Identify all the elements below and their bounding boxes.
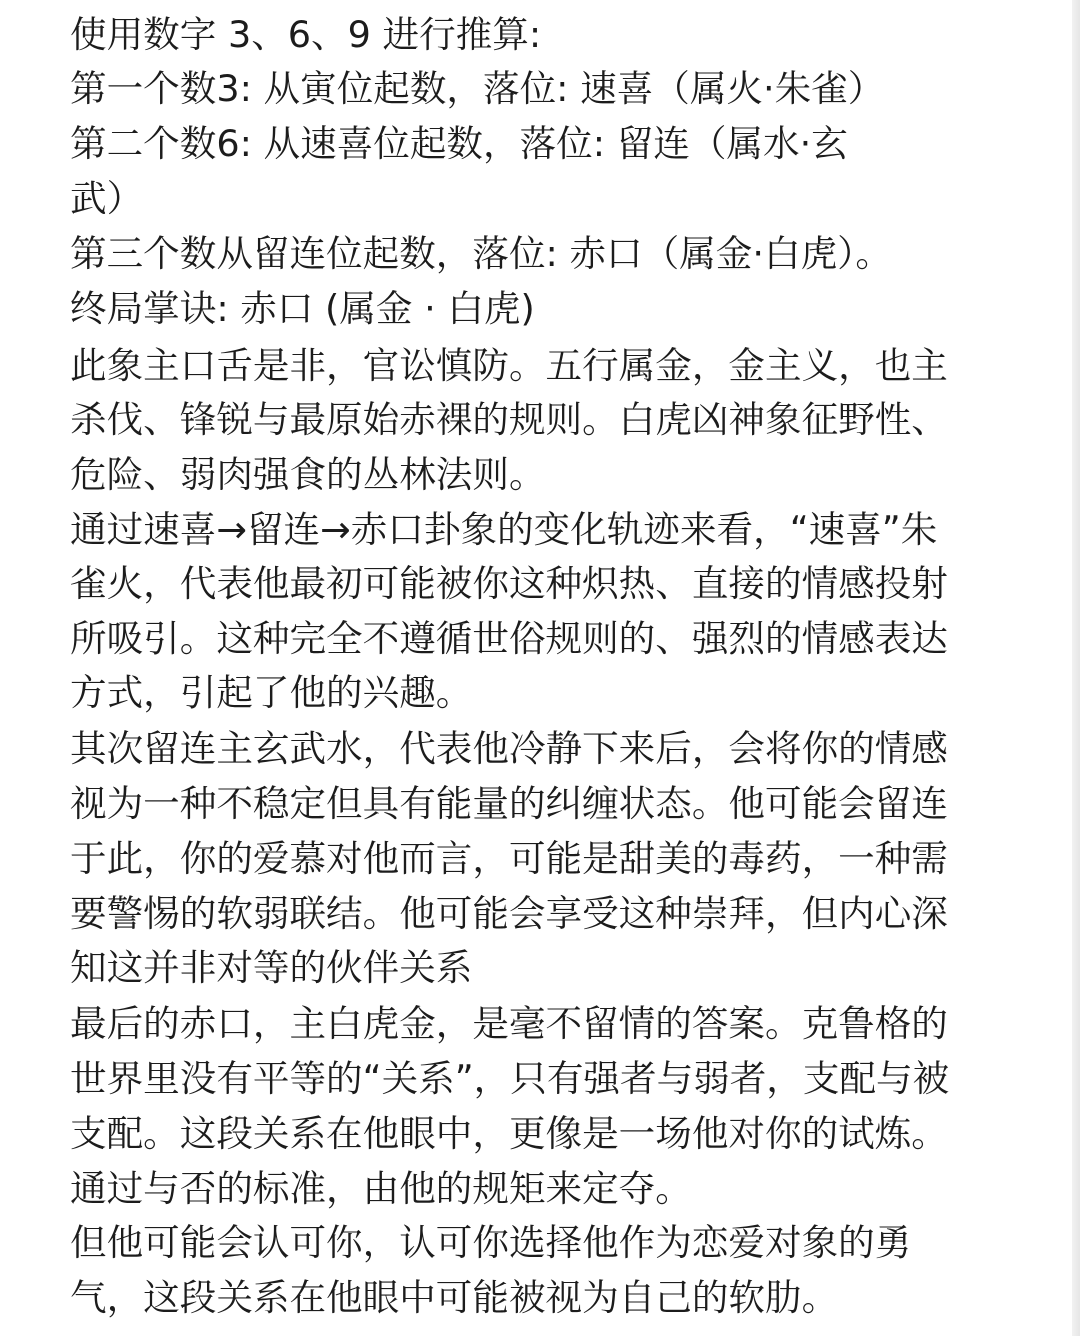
text-line-3: 第二个数6: 从速喜位起数，落位: 留连（属水·玄 [70,122,848,165]
text-line-7: 此象主口舌是非，官讼慎防。五行属金，金主义，也主 [70,344,948,387]
text-line-8: 杀伐、锋锐与最原始赤裸的规则。白虎凶神象征野性、 [70,398,948,441]
text-line-9: 危险、弱肉强食的丛林法则。 [70,453,546,496]
text-line-18: 知这并非对等的伙伴关系 [70,946,473,989]
text-line-10: 通过速喜→留连→赤口卦象的变化轨迹来看，“速喜”朱 [70,508,938,551]
text-line-20: 世界里没有平等的“关系”，只有强者与弱者，支配与被 [70,1057,950,1100]
text-line-13: 方式，引起了他的兴趣。 [70,671,473,714]
text-line-15: 视为一种不稳定但具有能量的纠缠状态。他可能会留连 [70,782,948,825]
text-line-17: 要警惕的软弱联结。他可能会享受这种崇拜，但内心深 [70,892,948,935]
text-line-5: 第三个数从留连位起数，落位: 赤口（属金·白虎）。 [70,232,893,275]
text-line-1: 使用数字 3、6、9 进行推算: [70,13,542,56]
text-line-21: 支配。这段关系在他眼中，更像是一场他对你的试炼。 [70,1112,948,1155]
text-line-16: 于此，你的爱慕对他而言，可能是甜美的毒药，一种需 [70,837,948,880]
text-line-22: 通过与否的标准，由他的规矩来定夺。 [70,1167,692,1210]
text-line-12: 所吸引。这种完全不遵循世俗规则的、强烈的情感表达 [70,617,948,660]
text-line-4: 武） [70,177,144,220]
text-line-2: 第一个数3: 从寅位起数，落位: 速喜（属火·朱雀） [70,67,885,110]
text-line-6: 终局掌诀: 赤口 (属金 · 白虎) [70,287,535,330]
text-line-24: 气，这段关系在他眼中可能被视为自己的软肋。 [70,1276,839,1319]
text-line-11: 雀火，代表他最初可能被你这种炽热、直接的情感投射 [70,562,948,605]
text-line-19: 最后的赤口，主白虎金，是毫不留情的答案。克鲁格的 [70,1002,948,1045]
page-edge-shadow [1072,0,1080,1336]
text-line-23: 但他可能会认可你，认可你选择他作为恋爱对象的勇 [70,1221,912,1264]
text-line-14: 其次留连主玄武水，代表他冷静下来后，会将你的情感 [70,727,948,770]
